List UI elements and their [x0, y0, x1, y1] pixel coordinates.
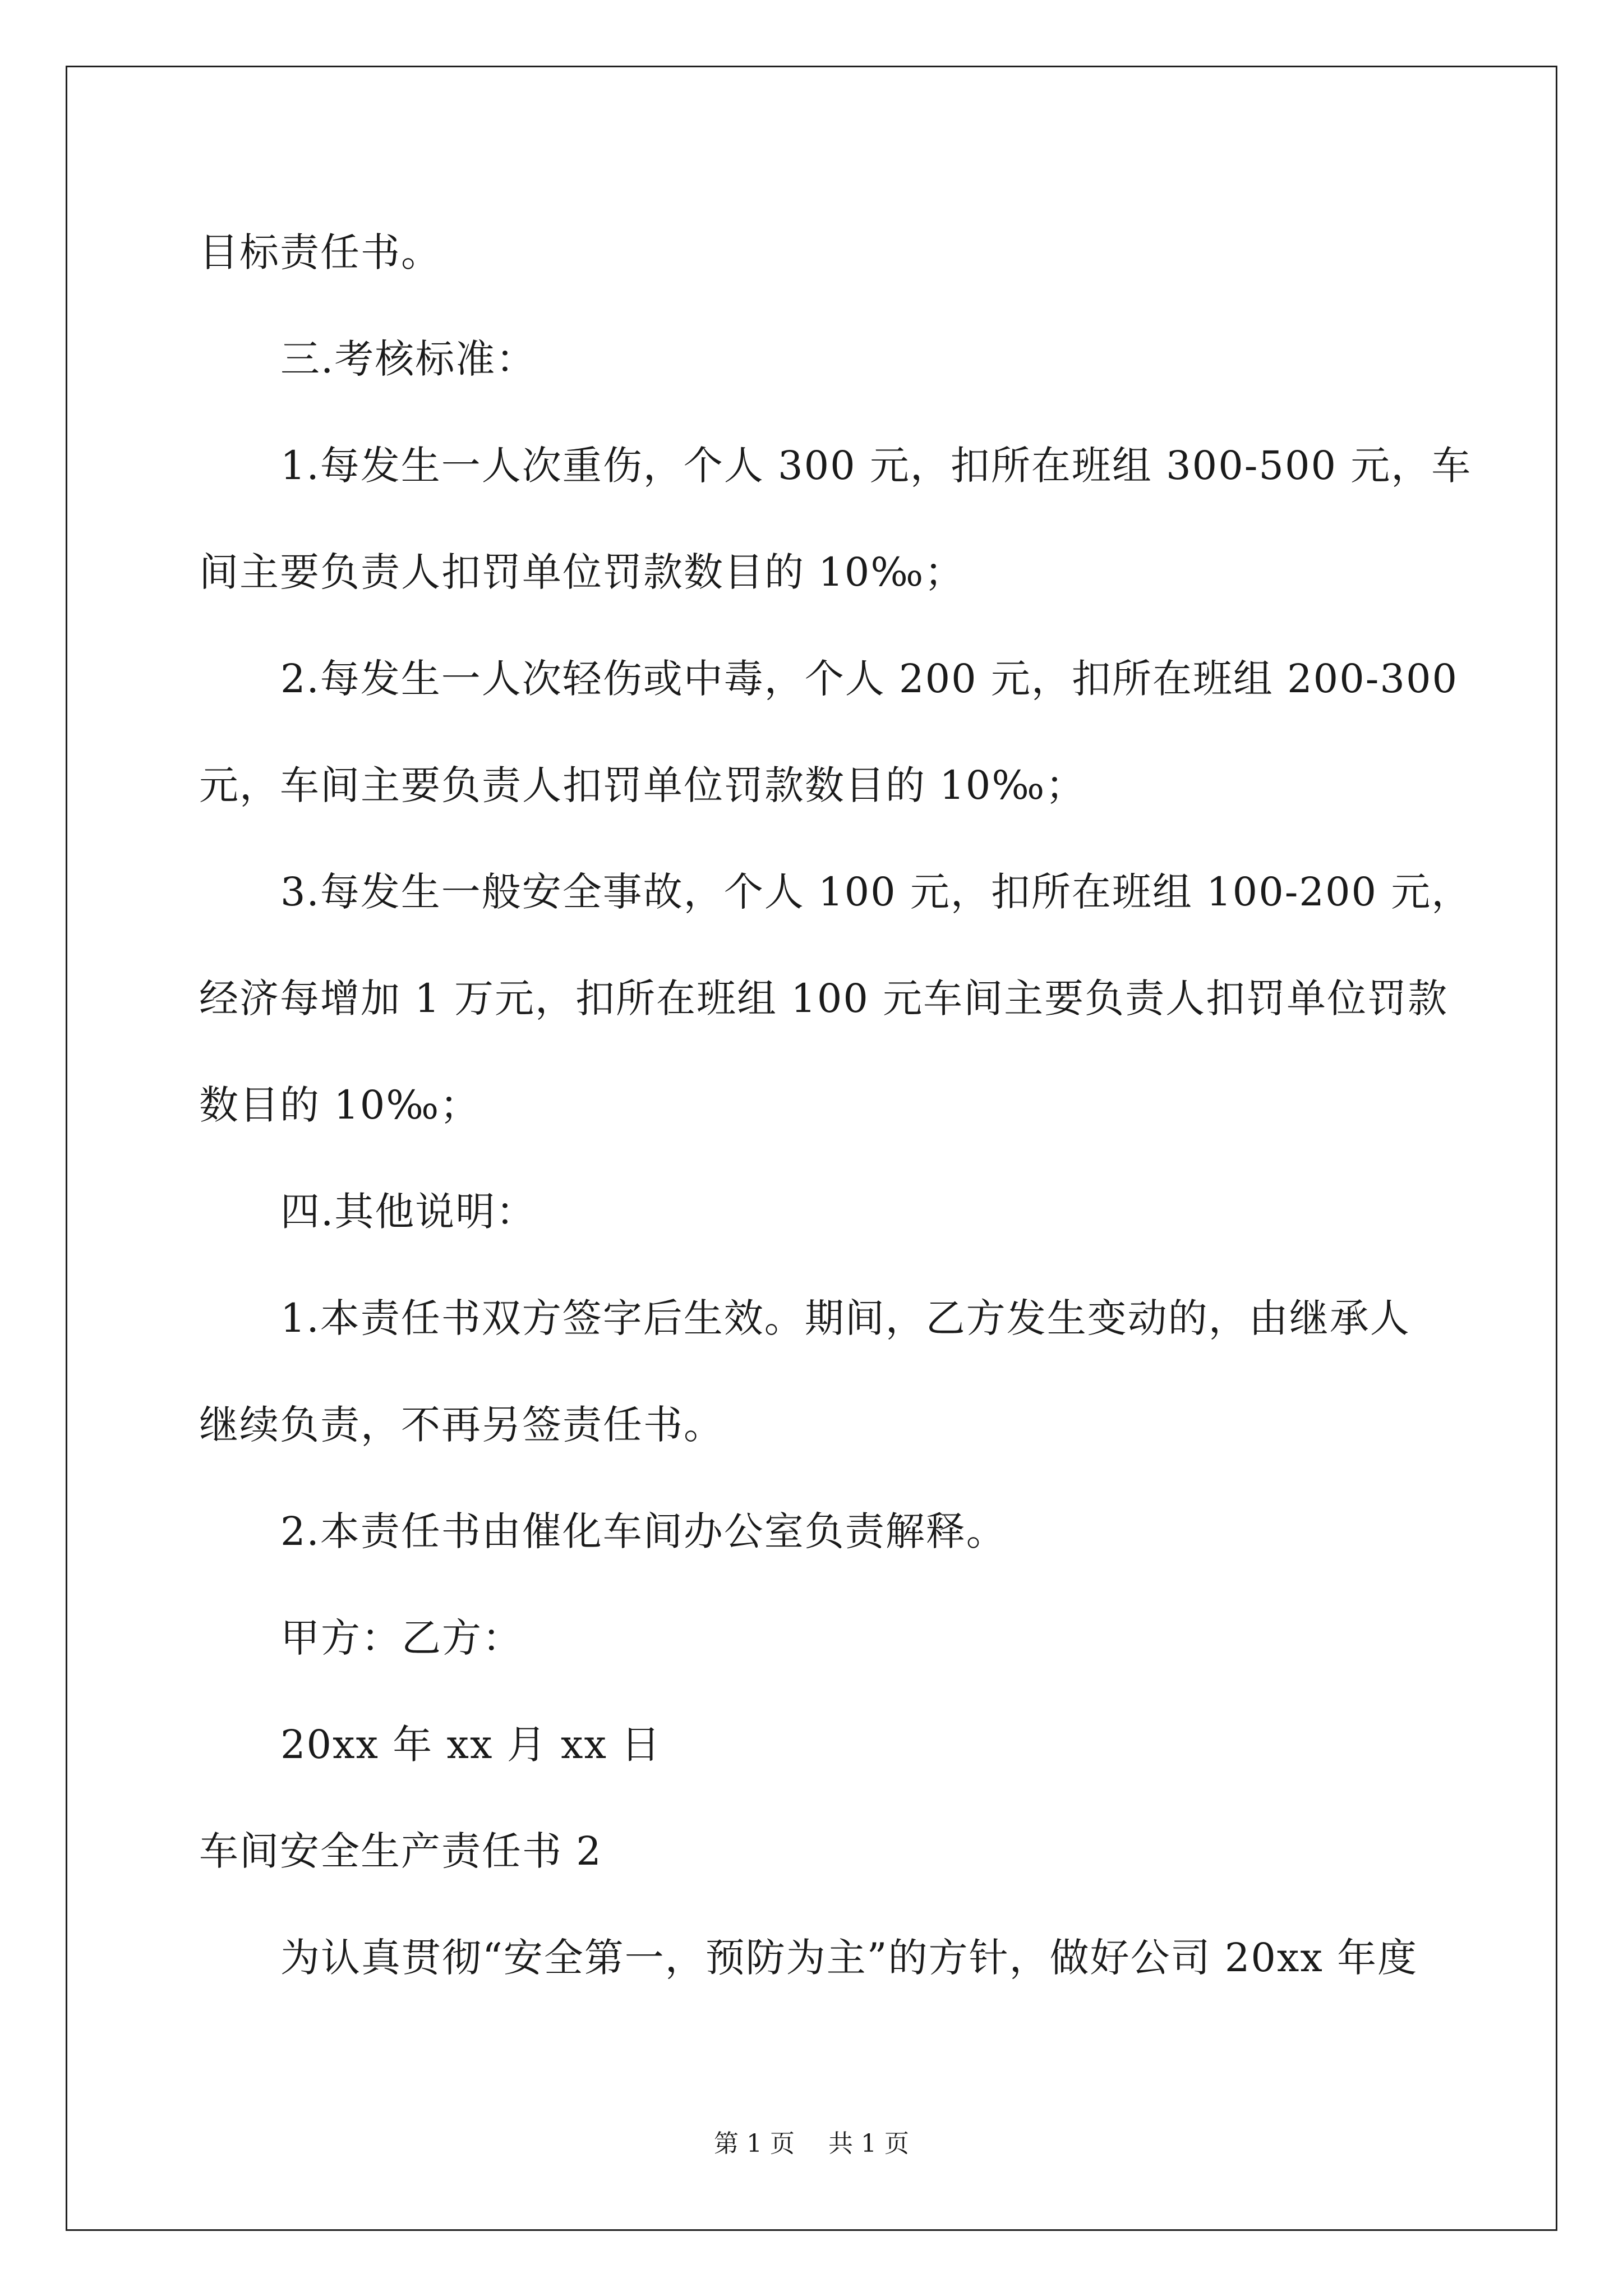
document-title: 车间安全生产责任书 2: [199, 1828, 602, 1874]
text-line: 2.每发生一人次轻伤或中毒，个人 200 元，扣所在班组 200-300: [280, 656, 1459, 702]
date-line: 20xx 年 xx 月 xx 日: [280, 1722, 662, 1768]
section-heading: 三.考核标准：: [280, 336, 537, 382]
text-line: 元，车间主要负责人扣罚单位罚款数目的 10‰；: [199, 762, 1086, 808]
section-heading: 四.其他说明：: [280, 1189, 537, 1235]
text-line: 3.每发生一般安全事故，个人 100 元，扣所在班组 100-200 元，: [280, 869, 1472, 915]
signature-parties: 甲方：乙方：: [280, 1615, 523, 1661]
text-line: 2.本责任书由催化车间办公室负责解释。: [280, 1508, 1007, 1554]
text-line: 间主要负责人扣罚单位罚款数目的 10‰；: [199, 549, 965, 595]
text-line: 经济每增加 1 万元，扣所在班组 100 元车间主要负责人扣罚单位罚款: [199, 976, 1449, 1022]
text-line: 1.本责任书双方签字后生效。期间，乙方发生变动的，由继承人: [280, 1295, 1410, 1341]
text-line: 目标责任书。: [199, 229, 441, 275]
text-line: 为认真贯彻“安全第一，预防为主”的方针，做好公司 20xx 年度: [280, 1935, 1418, 1981]
text-line: 数目的 10‰；: [199, 1082, 481, 1128]
page-footer: [0, 2127, 1623, 2161]
page-frame: [66, 66, 1557, 2231]
text-line: 1.每发生一人次重伤，个人 300 元，扣所在班组 300-500 元，车: [280, 443, 1472, 489]
page-number-total: 共 1 页: [828, 2129, 909, 2158]
text-line: 继续负责，不再另签责任书。: [199, 1402, 724, 1448]
page-number-current: 第 1 页: [714, 2129, 795, 2158]
